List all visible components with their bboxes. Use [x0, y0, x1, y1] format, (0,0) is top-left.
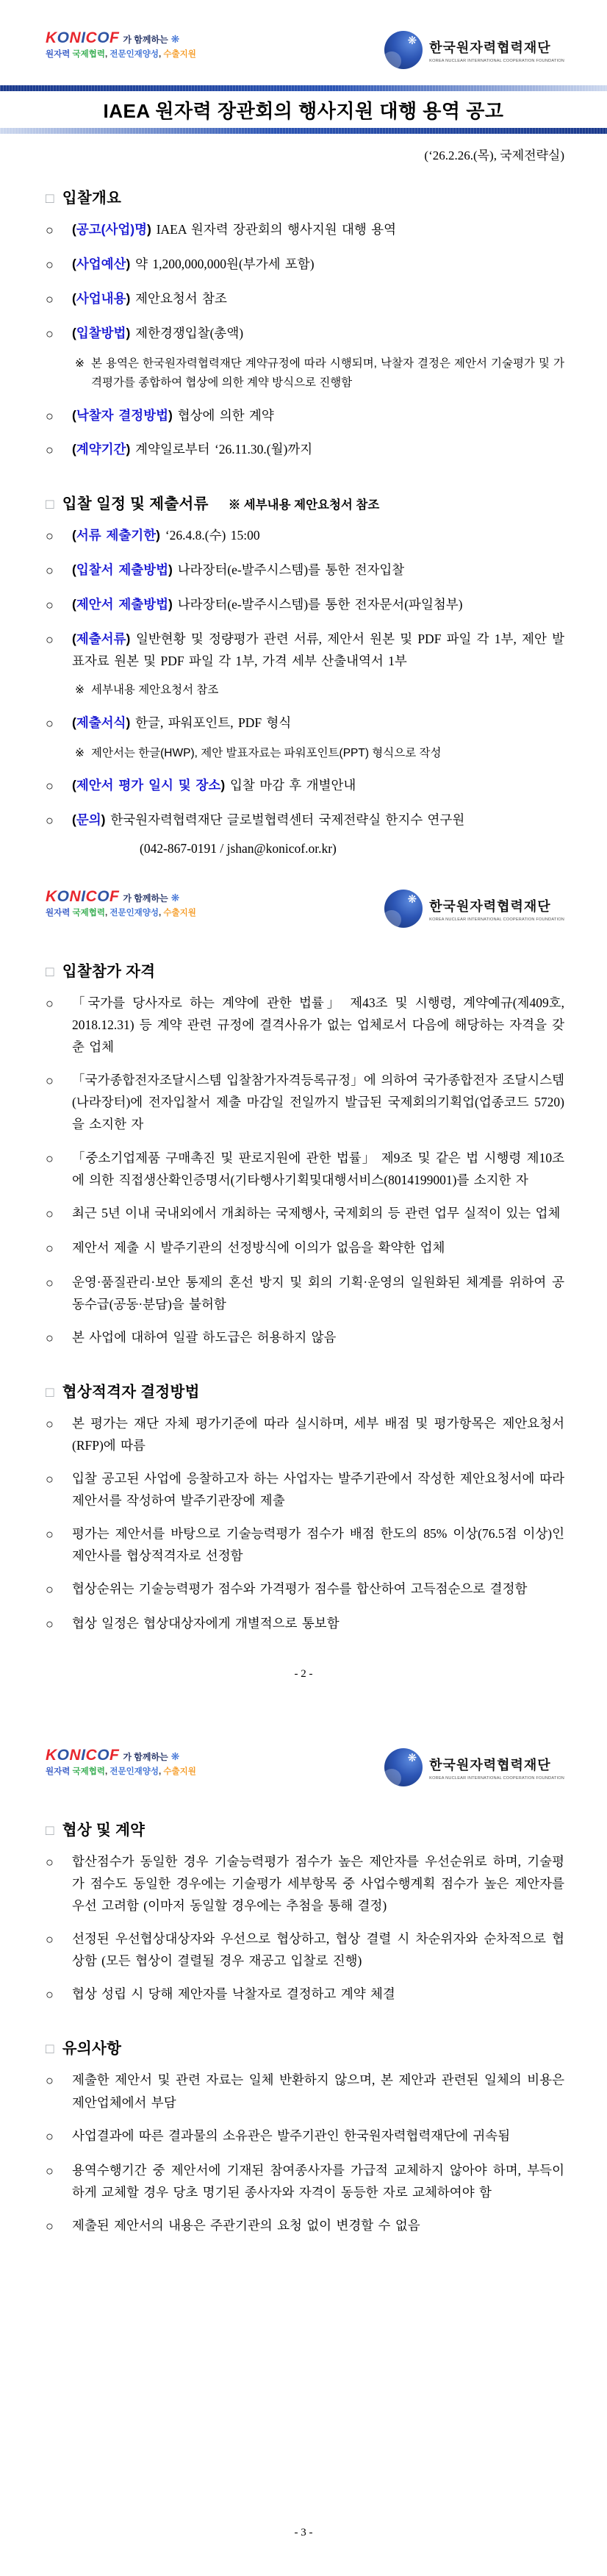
brand-letter: N — [69, 1747, 82, 1764]
list-item — [46, 1612, 564, 1636]
foundation-name-kr: 한국원자력협력재단 — [429, 1757, 551, 1772]
label-paren: ( — [72, 812, 76, 828]
item-label: 공고(사업)명 — [76, 222, 148, 237]
section-heading — [46, 185, 564, 207]
item-value: 일반현황 및 정량평가 관련 서류, 제안서 원본 및 PDF 파일 각 1부, 제안 발표자료 원본 및 PDF 파일 각 1부, 가격 세부 산출내역서 1부 — [72, 632, 564, 669]
section — [0, 491, 607, 859]
label-paren: ) — [126, 290, 136, 306]
item-value: 합산점수가 동일한 경우 기술능력평가 점수가 높은 제안자를 우선순위로 하며, 기술평가 점수도 동일한 경우에는 기술평가 세부항목 중 사업수행계획 점수가 높은 제안자를 우선 고려함 (이마저 동일할 경우에는 추첨을 통해 결정) — [72, 1854, 564, 1914]
item-body — [72, 1202, 564, 1226]
brand-letter: O — [97, 29, 110, 46]
document-page — [0, 0, 607, 859]
item-body — [72, 1612, 564, 1636]
circle-bullet-icon: ○ — [46, 2128, 54, 2144]
atom-icon: ❋ — [407, 35, 417, 47]
label-paren: ( — [72, 442, 76, 457]
list-item — [46, 809, 564, 832]
label-paren: ) — [126, 256, 136, 271]
label-paren: ( — [72, 290, 76, 306]
circle-bullet-icon: ○ — [46, 1617, 54, 1632]
brand-sub-part: 국제협력 — [70, 50, 105, 60]
item-body — [72, 992, 564, 1058]
brand-sub-part: 원자력 — [46, 50, 71, 60]
section — [0, 1817, 607, 2006]
item-value: 협상 성립 시 당해 제안자를 낙찰자로 결정하고 계약 체결 — [72, 1986, 395, 2002]
list-item — [46, 287, 564, 311]
item-body — [72, 524, 564, 548]
section-heading — [46, 959, 564, 981]
circle-bullet-icon: ○ — [46, 598, 54, 613]
label-paren: ( — [72, 597, 76, 612]
list-item — [46, 1202, 564, 1226]
brand-letter: F — [109, 29, 120, 46]
section-heading-label: 유의사항 — [62, 2040, 122, 2058]
label-paren: ) — [168, 597, 178, 612]
list-item — [46, 1069, 564, 1135]
brand-subline — [46, 1767, 196, 1777]
circle-bullet-icon: ○ — [46, 1582, 54, 1598]
konicof-logo — [46, 1747, 196, 1777]
item-label: 계약기간 — [76, 442, 126, 457]
title-band — [0, 85, 607, 134]
brand-letter: I — [81, 29, 86, 46]
list-item — [46, 628, 564, 672]
brand-letter: O — [57, 888, 70, 905]
atom-icon: ❋ — [407, 1753, 417, 1764]
brand-sub-part: 수출지원 — [163, 909, 196, 918]
brand-letter: K — [46, 888, 57, 905]
brand-letter: I — [81, 1747, 86, 1764]
item-body — [72, 774, 564, 798]
item-label: 낙찰자 결정방법 — [76, 407, 169, 423]
circle-bullet-icon: ○ — [46, 1527, 54, 1542]
circle-bullet-icon: ○ — [46, 1275, 54, 1290]
list-item — [46, 1850, 564, 1917]
section-heading — [46, 2036, 564, 2058]
foundation-emblem-icon — [384, 1748, 423, 1786]
item-body — [72, 1326, 564, 1350]
reference-mark-icon: ※ — [75, 746, 85, 759]
item-body — [72, 218, 564, 242]
atom-icon: ❋ — [407, 894, 417, 906]
note-text: 제안서는 한글(HWP), 제안 발표자료는 파워포인트(PPT) 형식으로 작성 — [91, 746, 442, 759]
brand-letter: N — [69, 888, 82, 905]
item-label: 제안서 제출방법 — [76, 597, 169, 612]
list-item — [46, 253, 564, 276]
list-item — [46, 1578, 564, 1601]
list-item — [46, 774, 564, 798]
section-heading — [46, 1379, 564, 1401]
reference-mark-icon: ※ — [75, 684, 85, 697]
brand-tagline: 가 함께하는 — [123, 35, 168, 45]
label-paren: ( — [72, 778, 76, 793]
list-item — [46, 1467, 564, 1511]
item-value: 제안서 제출 시 발주기관의 선정방식에 이의가 없음을 확약한 업체 — [72, 1239, 445, 1255]
item-body — [72, 322, 564, 346]
brand-sub-part: 전문인재양성 — [109, 909, 159, 918]
brand-sub-part: , — [104, 1767, 110, 1777]
square-bullet-icon: □ — [46, 2042, 54, 2058]
circle-bullet-icon: ○ — [46, 2073, 54, 2089]
reference-mark-icon: ※ — [75, 357, 85, 370]
brand-subline — [46, 50, 196, 60]
brand-line — [46, 29, 196, 47]
list-item — [46, 2069, 564, 2113]
document-page — [0, 1717, 607, 2576]
brand-sub-part: 전문인재양성 — [109, 1767, 159, 1777]
list-item — [46, 218, 564, 242]
item-body — [72, 1271, 564, 1315]
item-value: 약 1,200,000,000원(부가세 포함) — [135, 256, 315, 271]
item-value: 선정된 우선협상대상자와 우선으로 협상하고, 협상 결렬 시 차순위자와 순차적으로 협상함 (모든 협상이 결렬될 경우 재공고 입찰로 진행) — [72, 1931, 564, 1969]
brand-sub-part: 전문인재양성 — [109, 50, 159, 60]
brand-sub-part: , — [104, 909, 110, 918]
list-item — [46, 1237, 564, 1260]
square-bullet-icon: □ — [46, 191, 54, 207]
item-label: 입찰서 제출방법 — [76, 562, 169, 578]
brand-sub-part: 수출지원 — [163, 50, 196, 60]
list-item — [46, 1412, 564, 1456]
circle-bullet-icon: ○ — [46, 1330, 54, 1345]
brand-sub-part: , — [159, 1767, 164, 1777]
item-body — [72, 1467, 564, 1511]
item-value: 협상순위는 기술능력평가 점수와 가격평가 점수를 합산하여 고득점순으로 결정함 — [72, 1581, 528, 1597]
item-value: 사업결과에 따른 결과물의 소유관은 발주기관인 한국원자력협력재단에 귀속됨 — [72, 2128, 511, 2143]
square-bullet-icon: □ — [46, 965, 54, 980]
item-label: 사업예산 — [76, 256, 126, 271]
circle-bullet-icon: ○ — [46, 2218, 54, 2233]
item-body — [72, 1412, 564, 1456]
item-body — [72, 559, 564, 582]
konicof-wordmark — [46, 1747, 119, 1764]
brand-sub-part: 국제협력 — [70, 1767, 105, 1777]
section-heading-label: 입찰 일정 및 제출서류 — [62, 495, 209, 513]
circle-bullet-icon: ○ — [46, 326, 54, 341]
item-value: 계약일로부터 ‘26.11.30.(월)까지 — [135, 442, 313, 457]
note-text: 본 용역은 한국원자력협력재단 계약규정에 따라 시행되며, 낙찰자 결정은 제안서 기술평가 및 가격평가를 종합하여 협상에 의한 계약 방식으로 진행함 — [91, 357, 564, 390]
label-paren: ) — [168, 562, 178, 578]
label-paren: ) — [126, 442, 136, 457]
page-title: IAEA 원자력 장관회의 행사지원 대행 용역 공고 — [103, 100, 504, 122]
brand-letter: C — [85, 29, 98, 46]
page-header — [0, 0, 607, 78]
foundation-logo — [384, 890, 564, 928]
title-bar-bottom — [0, 128, 607, 134]
item-body — [72, 287, 564, 311]
item-value: 입찰 공고된 사업에 응찰하고자 하는 사업자는 발주기관에서 작성한 제안요청서에 따라 제안서를 작성하여 발주기관장에 제출 — [72, 1470, 564, 1509]
label-paren: ( — [72, 632, 76, 647]
list-item — [46, 524, 564, 548]
atom-icon: ❋ — [170, 1750, 180, 1762]
label-paren: ( — [72, 325, 76, 340]
list-item — [46, 438, 564, 462]
konicof-wordmark — [46, 888, 119, 905]
item-label: 서류 제출기한 — [76, 528, 157, 543]
foundation-logo — [384, 31, 564, 69]
circle-bullet-icon: ○ — [46, 408, 54, 423]
item-value: 제출된 제안서의 내용은 주관기관의 요청 없이 변경할 수 없음 — [72, 2217, 420, 2233]
brand-letter: K — [46, 29, 57, 46]
item-body — [72, 1928, 564, 1972]
item-value: 최근 5년 이내 국내외에서 개최하는 국제행사, 국제회의 등 관련 업무 실적이 있는 업체 — [72, 1205, 561, 1220]
section — [0, 2036, 607, 2237]
circle-bullet-icon: ○ — [46, 1932, 54, 1947]
square-bullet-icon: □ — [46, 1823, 54, 1839]
document-page — [0, 859, 607, 1717]
list-item — [46, 1326, 564, 1350]
list-item — [46, 559, 564, 582]
page-number: - 3 - — [294, 2527, 313, 2539]
label-paren: ( — [72, 528, 76, 543]
item-value: 용역수행기간 중 제안서에 기재된 참여종사자를 가급적 교체하지 않아야 하며, 부득이하게 교체할 경우 당초 명기된 종사자와 자격이 동등한 자로 교체하여야 함 — [72, 2162, 564, 2200]
brand-letter: K — [46, 1747, 57, 1764]
note-item — [46, 354, 564, 393]
brand-sub-part: 원자력 — [46, 1767, 71, 1777]
brand-letter: F — [109, 1747, 120, 1764]
list-item — [46, 2214, 564, 2238]
item-body — [72, 1983, 564, 2006]
page-header — [0, 1717, 607, 1795]
circle-bullet-icon: ○ — [46, 257, 54, 272]
page-header — [0, 859, 607, 937]
item-body — [72, 2069, 564, 2113]
list-item — [46, 1523, 564, 1567]
brand-letter: O — [57, 1747, 70, 1764]
item-label: 제출서식 — [76, 715, 126, 730]
label-paren: ( — [72, 562, 76, 578]
brand-sub-part: 국제협력 — [70, 909, 105, 918]
brand-letter: C — [85, 1747, 98, 1764]
item-value: ‘26.4.8.(수) 15:00 — [165, 528, 260, 543]
foundation-name — [429, 896, 564, 922]
item-body — [72, 2125, 564, 2148]
brand-letter: N — [69, 29, 82, 46]
brand-line — [46, 888, 196, 906]
item-body — [72, 1578, 564, 1601]
circle-bullet-icon: ○ — [46, 563, 54, 579]
foundation-name-kr: 한국원자력협력재단 — [429, 898, 551, 914]
item-value: 운영·품질관리·보안 통제의 혼선 방지 및 회의 기획·운영의 일원화된 체계를 위하여 공동수급(공동·분담)을 불허함 — [72, 1274, 564, 1312]
square-bullet-icon: □ — [46, 1384, 54, 1400]
brand-letter: O — [57, 29, 70, 46]
circle-bullet-icon: ○ — [46, 291, 54, 307]
section — [0, 185, 607, 462]
list-item — [46, 2125, 564, 2148]
konicof-logo — [46, 888, 196, 918]
foundation-name-en: KOREA NUCLEAR INTERNATIONAL COOPERATION FOUNDATION — [429, 917, 564, 922]
item-label: 입찰방법 — [76, 325, 126, 340]
item-label: 문의 — [76, 812, 101, 828]
item-value: 협상 일정은 협상대상자에게 개별적으로 통보함 — [72, 1616, 340, 1631]
section-heading-label: 협상적격자 결정방법 — [62, 1383, 200, 1400]
atom-icon: ❋ — [170, 33, 180, 45]
brand-line — [46, 1747, 196, 1764]
item-value: 본 평가는 재단 자체 평가기준에 따라 실시하며, 세부 배점 및 평가항목은 제안요청서(RFP)에 따름 — [72, 1415, 564, 1453]
brand-sub-part: , — [159, 909, 164, 918]
item-value: 본 사업에 대하여 일괄 하도급은 허용하지 않음 — [72, 1329, 337, 1345]
label-paren: ) — [126, 715, 136, 730]
item-label: 제안서 평가 일시 및 장소 — [76, 778, 221, 793]
brand-subline — [46, 909, 196, 918]
circle-bullet-icon: ○ — [46, 1206, 54, 1221]
brand-letter: I — [81, 888, 86, 905]
item-value: 입찰 마감 후 개별안내 — [230, 778, 356, 793]
circle-bullet-icon: ○ — [46, 715, 54, 731]
label-paren: ) — [126, 632, 136, 647]
foundation-name-en: KOREA NUCLEAR INTERNATIONAL COOPERATION FOUNDATION — [429, 1775, 564, 1781]
brand-tagline: 가 함께하는 — [123, 1752, 168, 1762]
item-value: 제안요청서 참조 — [135, 290, 227, 306]
item-value: 평가는 제안서를 바탕으로 기술능력평가 점수가 배점 한도의 85% 이상(76.5점 이상)인 제안사를 협상적격자로 선정함 — [72, 1526, 564, 1564]
item-value: 나라장터(e-발주시스템)를 통한 전자문서(파일첨부) — [177, 597, 463, 612]
label-paren: ( — [72, 222, 76, 237]
foundation-logo — [384, 1748, 564, 1786]
list-item — [46, 992, 564, 1058]
circle-bullet-icon: ○ — [46, 1987, 54, 2003]
brand-sub-part: 원자력 — [46, 909, 71, 918]
label-paren: ( — [72, 715, 76, 730]
list-item — [46, 322, 564, 346]
note-item — [46, 744, 564, 763]
list-item — [46, 593, 564, 617]
item-body — [72, 593, 564, 617]
section-heading-note: ※ 세부내용 제안요청서 참조 — [228, 498, 380, 512]
brand-letter: C — [85, 888, 98, 905]
circle-bullet-icon: ○ — [46, 779, 54, 794]
section-heading — [46, 491, 564, 513]
label-paren: ) — [147, 222, 157, 237]
circle-bullet-icon: ○ — [46, 1240, 54, 1256]
foundation-name-kr: 한국원자력협력재단 — [429, 40, 551, 55]
foundation-emblem-icon — [384, 890, 423, 928]
note-text: 세부내용 제안요청서 참조 — [91, 684, 219, 697]
atom-icon: ❋ — [170, 892, 180, 904]
brand-sub-part: , — [104, 50, 110, 60]
item-body — [72, 1147, 564, 1191]
list-item — [46, 1271, 564, 1315]
item-body — [72, 809, 564, 832]
list-item — [46, 2159, 564, 2203]
item-value: 제한경쟁입찰(총액) — [135, 325, 244, 340]
label-paren: ( — [72, 407, 76, 423]
item-label: 사업내용 — [76, 290, 126, 306]
circle-bullet-icon: ○ — [46, 1855, 54, 1870]
konicof-logo — [46, 29, 196, 60]
item-value: 한글, 파워포인트, PDF 형식 — [135, 715, 292, 730]
circle-bullet-icon: ○ — [46, 1471, 54, 1486]
label-paren: ) — [156, 528, 165, 543]
item-body — [72, 438, 564, 462]
brand-letter: F — [109, 888, 120, 905]
brand-sub-part: , — [159, 50, 164, 60]
circle-bullet-icon: ○ — [46, 443, 54, 458]
circle-bullet-icon: ○ — [46, 1416, 54, 1431]
circle-bullet-icon: ○ — [46, 996, 54, 1011]
circle-bullet-icon: ○ — [46, 813, 54, 829]
item-body — [72, 1237, 564, 1260]
item-value: 나라장터(e-발주시스템)를 통한 전자입찰 — [177, 562, 405, 578]
section-heading-label: 입찰개요 — [62, 190, 122, 207]
item-value: 제출한 제안서 및 관련 자료는 일체 반환하지 않으며, 본 제안과 관련된 일체의 비용은 제안업체에서 부담 — [72, 2072, 564, 2110]
list-item — [46, 1983, 564, 2006]
item-body — [72, 1850, 564, 1917]
item-body — [72, 628, 564, 672]
title-bar-top — [0, 85, 607, 91]
circle-bullet-icon: ○ — [46, 223, 54, 237]
square-bullet-icon: □ — [46, 497, 54, 513]
section-heading-label: 입찰참가 자격 — [62, 963, 156, 980]
label-paren: ) — [168, 407, 178, 423]
foundation-name-en: KOREA NUCLEAR INTERNATIONAL COOPERATION FOUNDATION — [429, 58, 564, 63]
brand-tagline: 가 함께하는 — [123, 893, 168, 904]
item-body — [72, 2159, 564, 2203]
section-heading — [46, 1817, 564, 1839]
item-body — [72, 712, 564, 735]
item-value: 「국가를 당사자로 하는 계약에 관한 법률」 제43조 및 시행령, 계약예규(제409호, 2018.12.31) 등 계약 관련 규정에 결격사유가 없는 업체로서 다음에 해당하는 자격을 갖춘 업체 — [72, 995, 564, 1055]
item-label: 제출서류 — [76, 632, 126, 647]
item-value: 협상에 의한 계약 — [177, 407, 274, 423]
item-body — [72, 1069, 564, 1135]
brand-letter: O — [97, 888, 110, 905]
section — [0, 959, 607, 1350]
date-line: (‘26.2.26.(목), 국제전략실) — [424, 149, 564, 162]
section — [0, 1379, 607, 1636]
section-heading-label: 협상 및 계약 — [62, 1822, 146, 1839]
list-item — [46, 1928, 564, 1972]
circle-bullet-icon: ○ — [46, 1073, 54, 1089]
contact-detail: (042-867-0191 / jshan@konicof.or.kr) — [140, 841, 337, 856]
note-item — [46, 681, 564, 700]
foundation-name — [429, 1755, 564, 1781]
item-body — [72, 404, 564, 428]
circle-bullet-icon: ○ — [46, 529, 54, 544]
foundation-name — [429, 37, 564, 63]
page-number: - 2 - — [294, 1668, 313, 1680]
brand-sub-part: 수출지원 — [163, 1767, 196, 1777]
konicof-wordmark — [46, 29, 119, 46]
label-paren: ( — [72, 256, 76, 271]
circle-bullet-icon: ○ — [46, 632, 54, 648]
label-paren: ) — [220, 778, 231, 793]
list-item — [46, 1147, 564, 1191]
list-item — [46, 404, 564, 428]
circle-bullet-icon: ○ — [46, 1151, 54, 1166]
label-paren: ) — [101, 812, 111, 828]
item-value: 한국원자력협력재단 글로벌협력센터 국제전략실 한지수 연구원 — [110, 812, 465, 828]
item-value: 「중소기업제품 구매촉진 및 판로지원에 관한 법률」 제9조 및 같은 법 시행령 제10조에 의한 직접생산확인증명서(기타행사기획및대행서비스(8014199001)를 소지한 자 — [72, 1150, 564, 1187]
list-item — [46, 712, 564, 735]
foundation-emblem-icon — [384, 31, 423, 69]
label-paren: ) — [126, 325, 136, 340]
item-body — [72, 253, 564, 276]
circle-bullet-icon: ○ — [46, 2163, 54, 2178]
brand-letter: O — [97, 1747, 110, 1764]
item-body — [72, 2214, 564, 2238]
item-value: 「국가종합전자조달시스템 입찰참가자격등록규정」에 의하여 국가종합전자 조달시스템(나라장터)에 전자입찰서 제출 마감일 전일까지 발급된 국제회의기획업(업종코드 5720)을 소지한 자 — [72, 1073, 564, 1132]
item-body — [72, 1523, 564, 1567]
item-value: IAEA 원자력 장관회의 행사지원 대행 용역 — [156, 222, 396, 237]
